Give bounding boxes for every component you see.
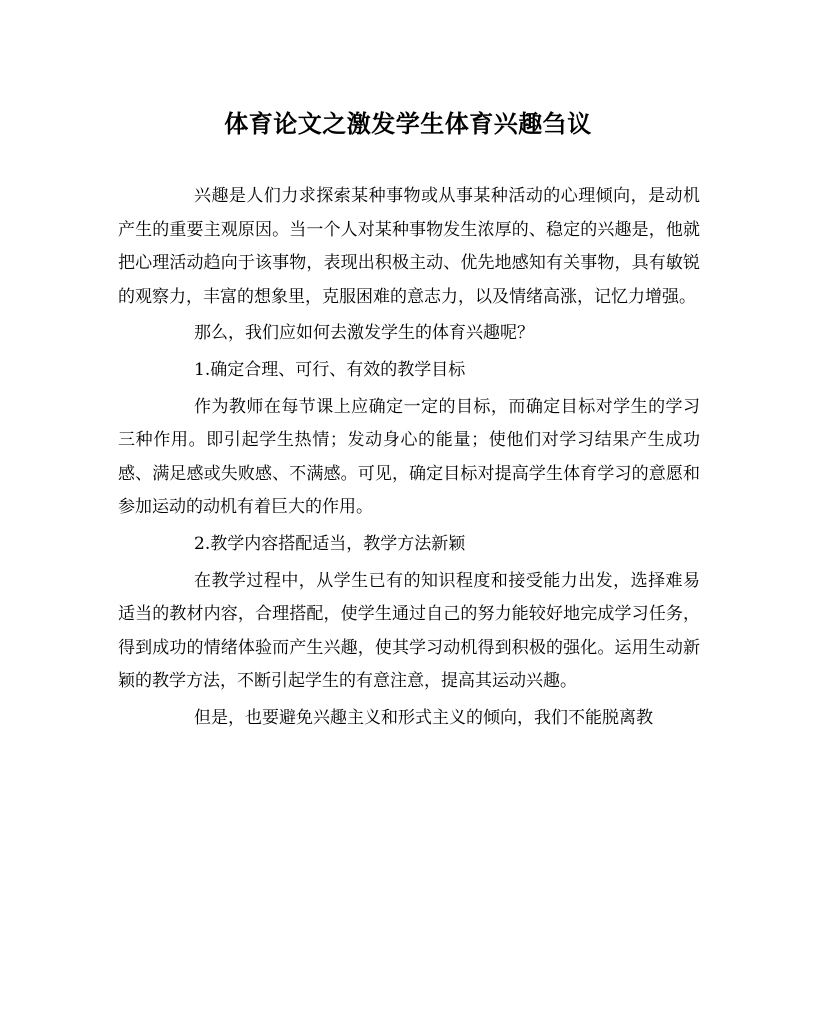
paragraph-caution: 但是，也要避免兴趣主义和形式主义的倾向，我们不能脱离教 xyxy=(194,707,653,728)
paragraph-interest-definition: 兴趣是人们力求探索某种事物或从事某种活动的心理倾向，是动机产生的重要主观原因。当一个人对某种事物发生浓厚的、稳定的兴趣是，他就把心理活动趋向于该事物，表现出积极主动、优先地感知有关事物，具有敏锐的观察力，丰富的想象里，克服困难的意志力，以及情绪高涨，记忆力增强。 xyxy=(118,186,700,307)
paragraph-question: 那么，我们应如何去激发学生的体育兴趣呢？ xyxy=(194,323,534,344)
document-title: 体育论文之激发学生体育兴趣刍议 xyxy=(224,109,592,138)
paragraph-teaching-goals: 作为教师在每节课上应确定一定的目标，而确定目标对学生的学习三种作用。即引起学生热情；发动身心的能量；使他们对学习结果产生成功感、满足感或失败感、不满感。可见，确定目标对提高学生体育学习的意愿和参加运动的动机有着巨大的作用。 xyxy=(118,396,700,518)
section-heading-1: 1.确定合理、可行、有效的教学目标 xyxy=(194,359,466,380)
section-heading-2: 2.教学内容搭配适当，教学方法新颖 xyxy=(194,533,466,554)
paragraph-teaching-content: 在教学过程中，从学生已有的知识程度和接受能力出发，选择难易适当的教材内容，合理搭配，使学生通过自己的努力能较好地完成学习任务，得到成功的情绪体验而产生兴趣，使其学习动机得到积极的强化。运用生动新颖的教学方法，不断引起学生的有意注意，提高其运动兴趣。 xyxy=(118,570,700,692)
document-body xyxy=(118,180,700,739)
